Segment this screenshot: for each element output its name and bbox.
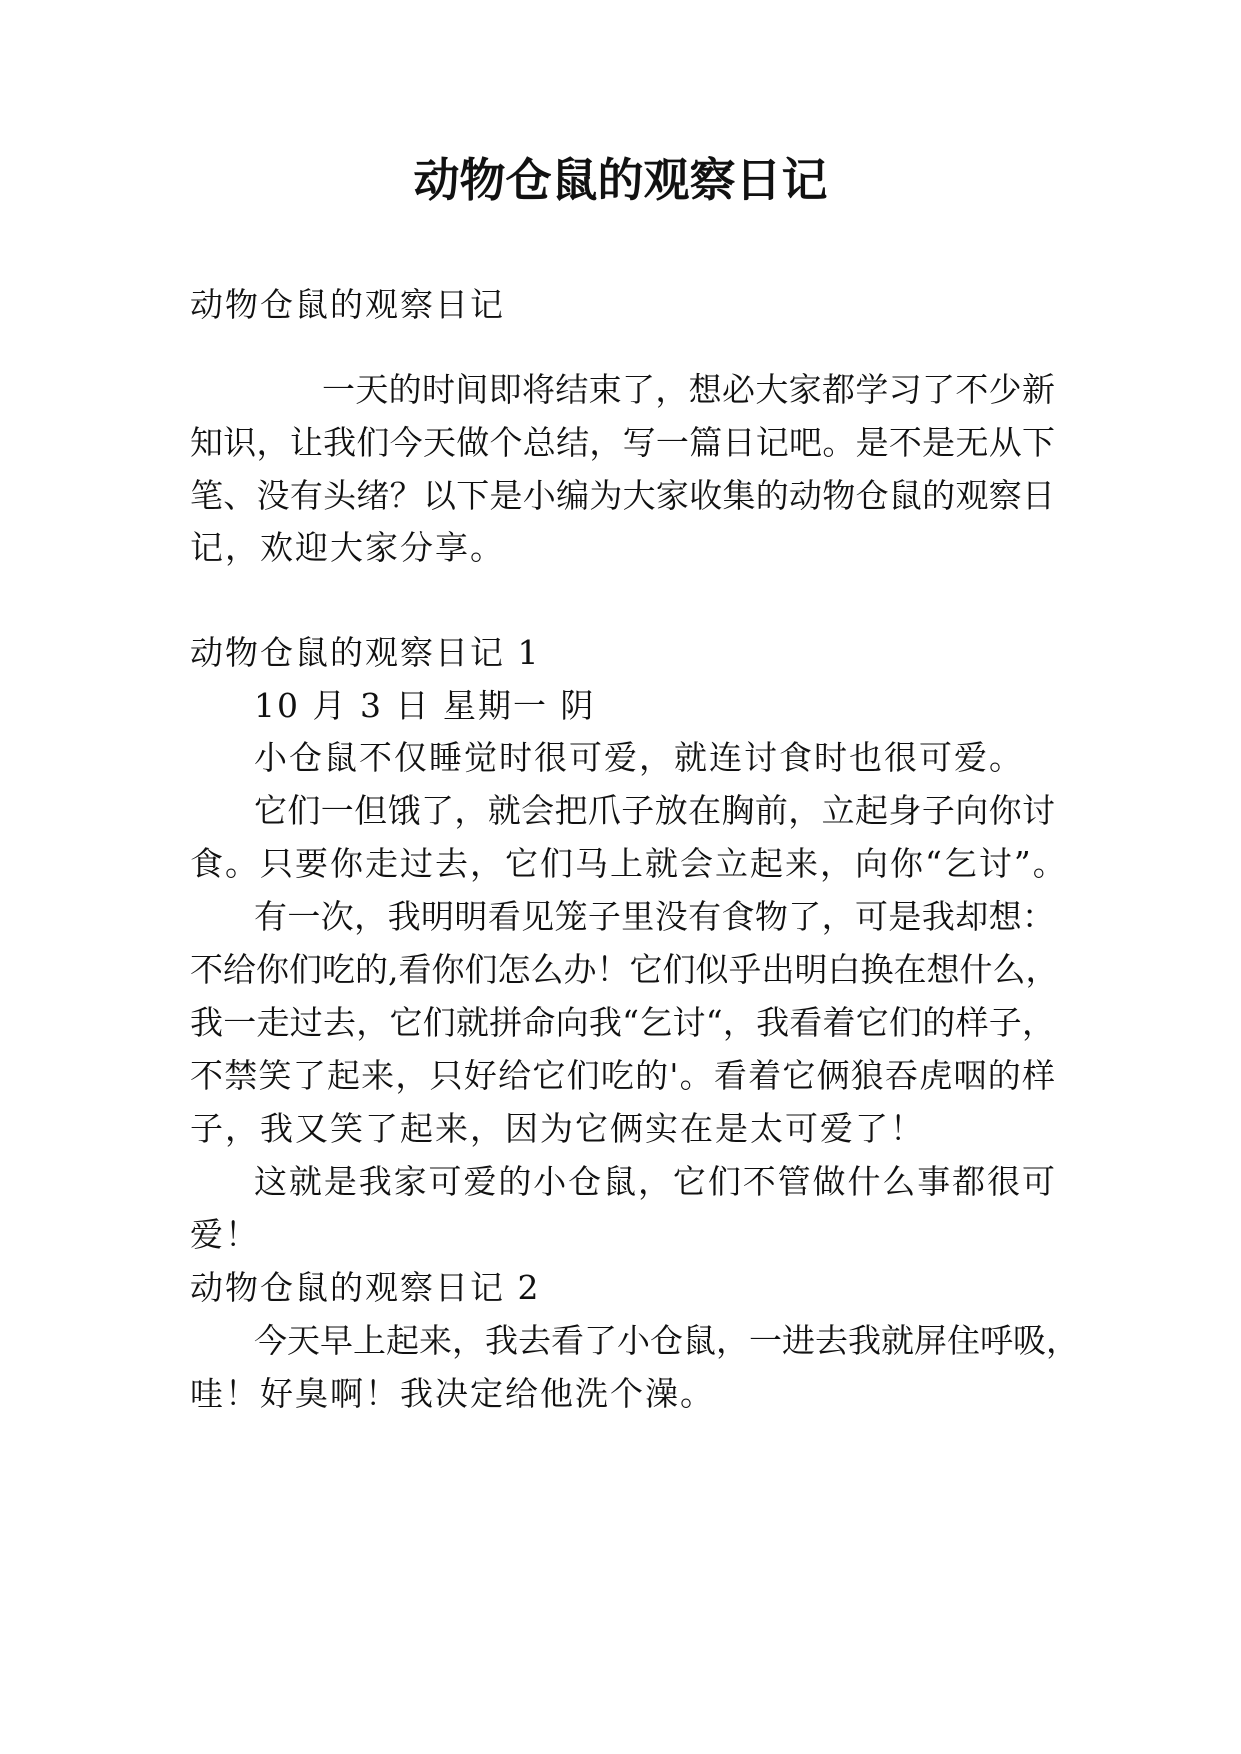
intro-paragraph-line: 知识，让我们今天做个总结，写一篇日记吧。是不是无从下 [190, 423, 1055, 462]
diary-paragraph-line: 哇！好臭啊！我决定给他洗个澡。 [190, 1374, 715, 1413]
diary-paragraph-line: 不给你们吃的,看你们怎么办！它们似乎出明白换在想什么， [190, 950, 1059, 989]
section-heading-1: 动物仓鼠的观察日记 1 [190, 633, 541, 672]
intro-paragraph-line: 记，欢迎大家分享。 [190, 528, 505, 567]
intro-heading: 动物仓鼠的观察日记 [190, 285, 505, 324]
diary-paragraph-line: 小仓鼠不仅睡觉时很可爱，就连讨食时也很可爱。 [254, 738, 1024, 777]
diary-date-line: 10 月 3 日 星期一 阴 [254, 686, 596, 725]
diary-paragraph-line: 我一走过去，它们就拼命向我“乞讨“，我看着它们的样子， [190, 1003, 1055, 1042]
diary-paragraph-line: 它们一但饿了，就会把爪子放在胸前，立起身子向你讨 [254, 791, 1055, 830]
diary-paragraph-line: 有一次，我明明看见笼子里没有食物了，可是我却想： [254, 897, 1055, 936]
diary-paragraph-line: 这就是我家可爱的小仓鼠，它们不管做什么事都很可 [254, 1162, 1055, 1201]
diary-paragraph-line: 食。只要你走过去，它们马上就会立起来，向你“乞讨”。 [190, 844, 1068, 883]
diary-paragraph-line: 今天早上起来，我去看了小仓鼠，一进去我就屏住呼吸， [254, 1321, 1079, 1360]
document-title: 动物仓鼠的观察日记 [413, 153, 828, 207]
intro-paragraph-line: 一天的时间即将结束了，想必大家都学习了不少新 [322, 370, 1055, 409]
diary-paragraph-line: 不禁笑了起来，只好给它们吃的'。看着它俩狼吞虎咽的样 [190, 1056, 1055, 1095]
section-heading-2: 动物仓鼠的观察日记 2 [190, 1268, 541, 1307]
diary-paragraph-line: 子，我又笑了起来，因为它俩实在是太可爱了！ [190, 1109, 925, 1148]
diary-paragraph-line: 爱！ [190, 1215, 260, 1254]
intro-paragraph-line: 笔、没有头绪？以下是小编为大家收集的动物仓鼠的观察日 [190, 476, 1055, 515]
